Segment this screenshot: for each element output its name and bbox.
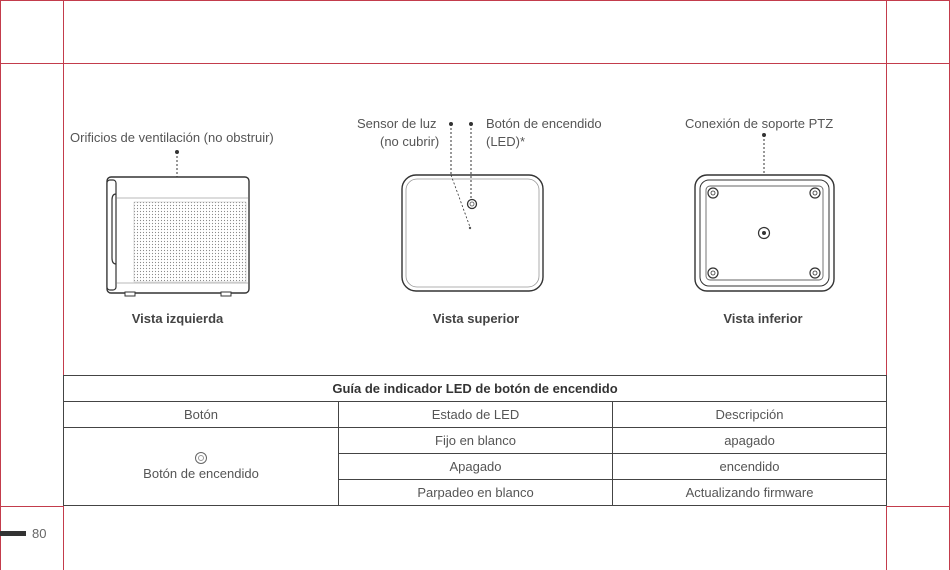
frame-line-footer-right: [886, 506, 950, 507]
led-state-cell: Parpadeo en blanco: [339, 480, 613, 506]
bottom-view-caption: Vista inferior: [723, 311, 803, 326]
description-cell: encendido: [613, 454, 887, 480]
frame-line-header: [0, 63, 950, 64]
frame-line-footer-left: [0, 506, 63, 507]
power-button-icon: [195, 452, 207, 464]
led-state-cell: Apagado: [339, 454, 613, 480]
description-cell: apagado: [613, 428, 887, 454]
page-number: 80: [32, 526, 47, 541]
led-state-cell: Fijo en blanco: [339, 428, 613, 454]
power-button-callout-2: (LED)*: [486, 134, 526, 149]
table-row: [64, 428, 887, 454]
left-view-illustration: [100, 150, 260, 300]
header-led-state: Estado de LED: [339, 402, 613, 428]
frame-line-top: [0, 0, 950, 1]
header-description: Descripción: [613, 402, 887, 428]
description-cell: Actualizando firmware: [613, 480, 887, 506]
ptz-mount-callout: Conexión de soporte PTZ: [685, 116, 834, 131]
header-button: Botón: [64, 402, 339, 428]
left-view-caption: Vista izquierda: [131, 311, 224, 326]
light-sensor-callout-1: Sensor de luz: [357, 116, 437, 131]
power-button-label: Botón de encendido: [143, 466, 259, 481]
vents-callout: Orificios de ventilación (no obstruir): [70, 130, 274, 145]
table-title: Guía de indicador LED de botón de encendido: [64, 376, 887, 402]
bottom-view-illustration: [688, 125, 838, 300]
led-indicator-table: [63, 375, 887, 506]
page-marker: [0, 531, 26, 536]
frame-line-left: [0, 0, 1, 570]
top-view-caption: Vista superior: [432, 311, 520, 326]
power-button-callout-1: Botón de encendido: [486, 116, 602, 131]
top-view-illustration: [395, 115, 555, 295]
power-button-cell: [64, 428, 339, 506]
light-sensor-callout-2: (no cubrir): [380, 134, 440, 149]
